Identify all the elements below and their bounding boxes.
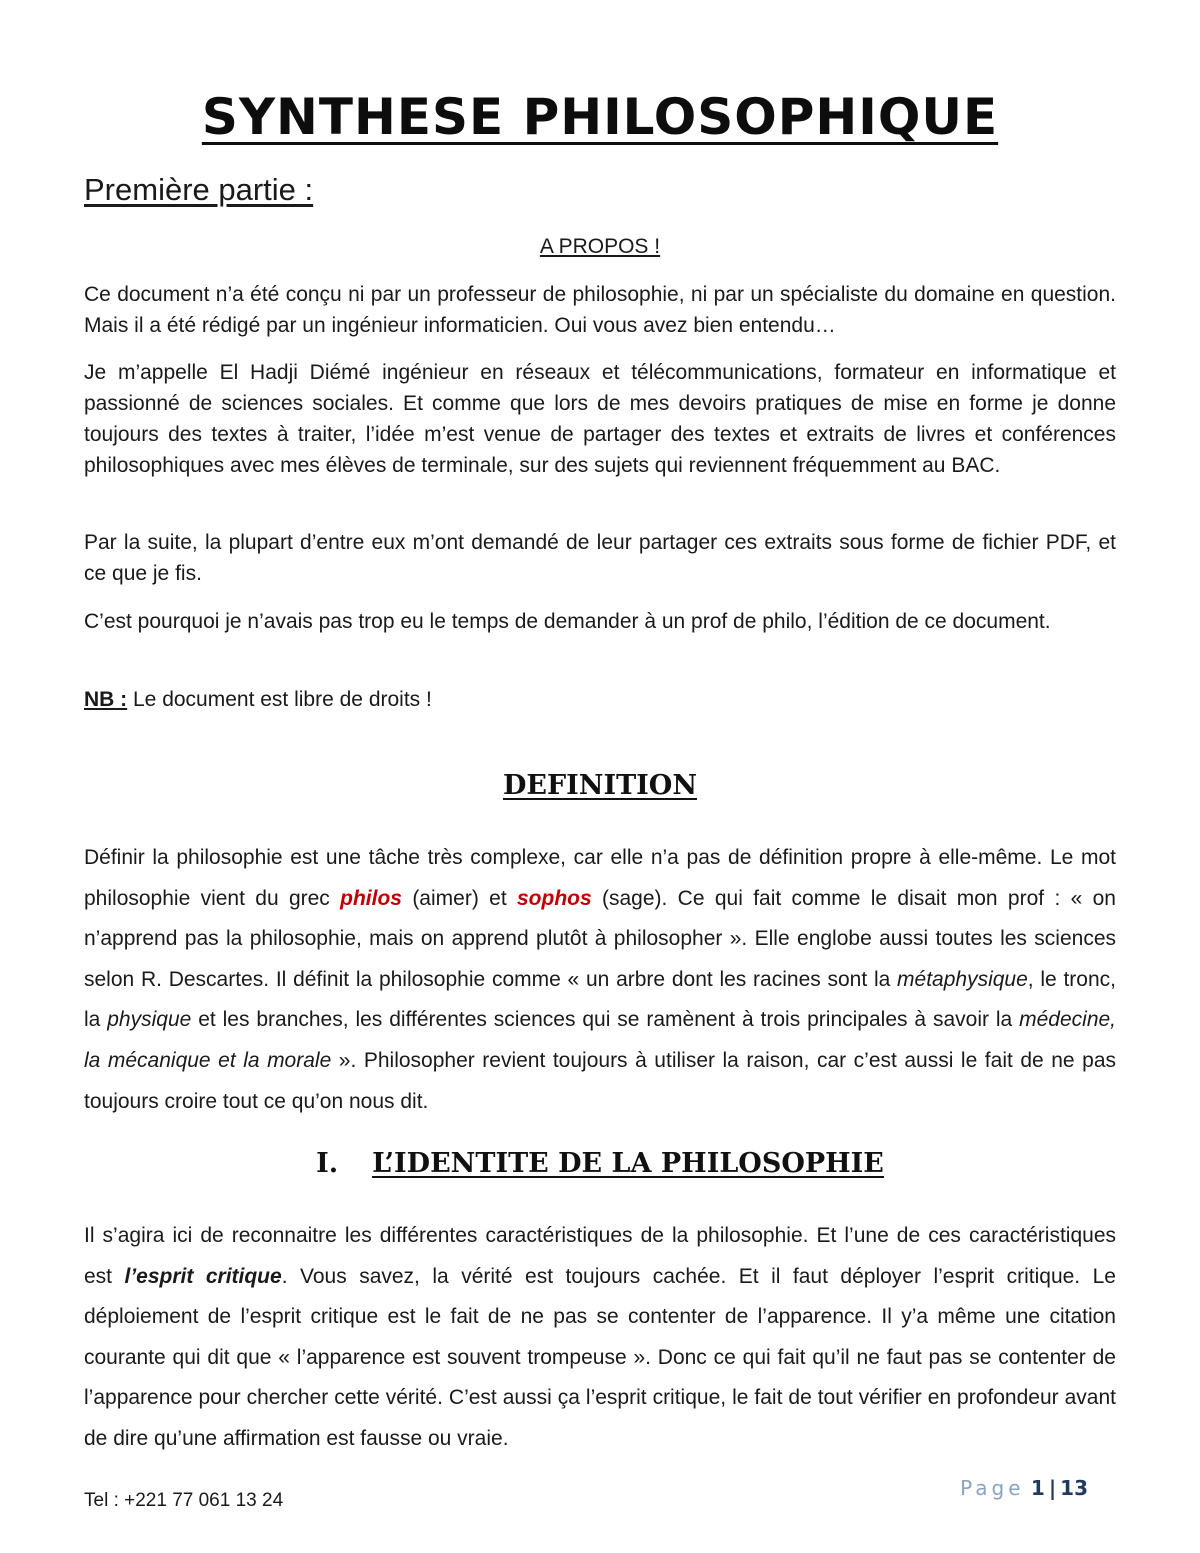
nb-label: NB :: [84, 688, 128, 711]
definition-text-5: et les branches, les différentes sciences qui se ramènent à trois principales à savoir la: [191, 1008, 1020, 1032]
apropos-paragraph-3: Par la suite, la plupart d’entre eux m’ont demandé de leur partager ces extraits sous forme de fichier PDF, et ce que je fis.: [84, 531, 1116, 585]
definition-text-4: , le tronc, la: [84, 967, 1116, 1032]
nb-note: [84, 684, 1116, 715]
page-number: [960, 1476, 1088, 1500]
definition-text-1: Définir la philosophie est une tâche très complexe, car elle n’a pas de définition propre à elle-même. Le mot philosophie vient du grec: [84, 846, 1116, 910]
term-physique: physique: [107, 1008, 192, 1032]
footer-phone: Tel : +221 77 061 13 24: [84, 1490, 284, 1511]
identite-paragraph: [84, 1216, 1116, 1460]
page-label: Page: [960, 1476, 1025, 1500]
section-number: I.: [316, 1148, 339, 1179]
term-philos: philos: [340, 886, 402, 910]
apropos-heading: A PROPOS !: [539, 235, 661, 258]
definition-text-6: ». Philosopher revient toujours à utiliser la raison, car c’est aussi le fait de ne pas toujours croire tout ce qu’on nous dit.: [84, 1048, 1116, 1113]
term-metaphysique: métaphysique: [897, 967, 1028, 991]
page-separator: |: [1048, 1476, 1057, 1500]
apropos-paragraph-1: Ce document n’a été conçu ni par un professeur de philosophie, ni par un spécialiste du domaine en question. Mais il a été rédigé par un ingénieur informaticien. Oui vous avez bien entendu…: [84, 283, 1116, 337]
term-sophos: sophos: [516, 886, 592, 910]
identite-text-2: . Vous savez, la vérité est toujours cachée. Et il faut déployer l’esprit critique. Le déploiement de l’esprit critique est le fait de ne pas se contenter de l’apparence. Il y’a même une citation courante qui dit que « l’apparence est souvent trompeuse ». Donc ce qui fait qu’il ne faut pas se contenter de l’apparence pour chercher cette vérité. C’est aussi ça l’esprit critique, le fait de tout vérifier en profondeur avant de dire qu’une affirmation est fausse ou vraie.: [84, 1264, 1116, 1450]
page-total: 13: [1060, 1476, 1088, 1500]
definition-heading: DEFINITION: [502, 770, 698, 801]
document-title: SYNTHESE PHILOSOPHIQUE: [201, 88, 999, 146]
apropos-paragraph-2: Je m’appelle El Hadji Diémé ingénieur en réseaux et télécommunications, formateur en informatique et passionné de sciences sociales. Et comme que lors de mes devoirs pratiques de mise en forme je donne toujours des textes à traiter, l’idée m’est venue de partager des textes et extraits de livres et conférences philosophiques avec mes élèves de terminale, sur des sujets qui reviennent fréquemment au BAC.: [84, 361, 1116, 477]
term-esprit-critique: l’esprit critique: [124, 1264, 282, 1288]
definition-paragraph: [84, 838, 1116, 1122]
nb-text: Le document est libre de droits !: [127, 688, 432, 711]
definition-text-2: (aimer) et: [401, 886, 517, 910]
identite-heading-text: L’IDENTITE DE LA PHILOSOPHIE: [372, 1148, 884, 1179]
apropos-paragraph-4: C’est pourquoi je n’avais pas trop eu le temps de demander à un prof de philo, l’édition de ce document.: [84, 610, 1051, 633]
part-title: Première partie :: [84, 172, 314, 207]
term-sciences: médecine, la mécanique et la morale: [84, 1008, 1117, 1072]
page-current: 1: [1030, 1476, 1045, 1500]
identite-text-1: Il s’agira ici de reconnaitre les différentes caractéristiques de la philosophie. Et l’une de ces caractéristiques est: [84, 1224, 1116, 1288]
identite-heading: [0, 1148, 1200, 1179]
definition-text-3: (sage). Ce qui fait comme le disait mon prof : « on n’apprend pas la philosophie, mais on apprend plutôt à philosopher ». Elle englobe aussi toutes les sciences selon R. Descartes. Il définit la philosophie comme « un arbre dont les racines sont la: [84, 886, 1116, 991]
